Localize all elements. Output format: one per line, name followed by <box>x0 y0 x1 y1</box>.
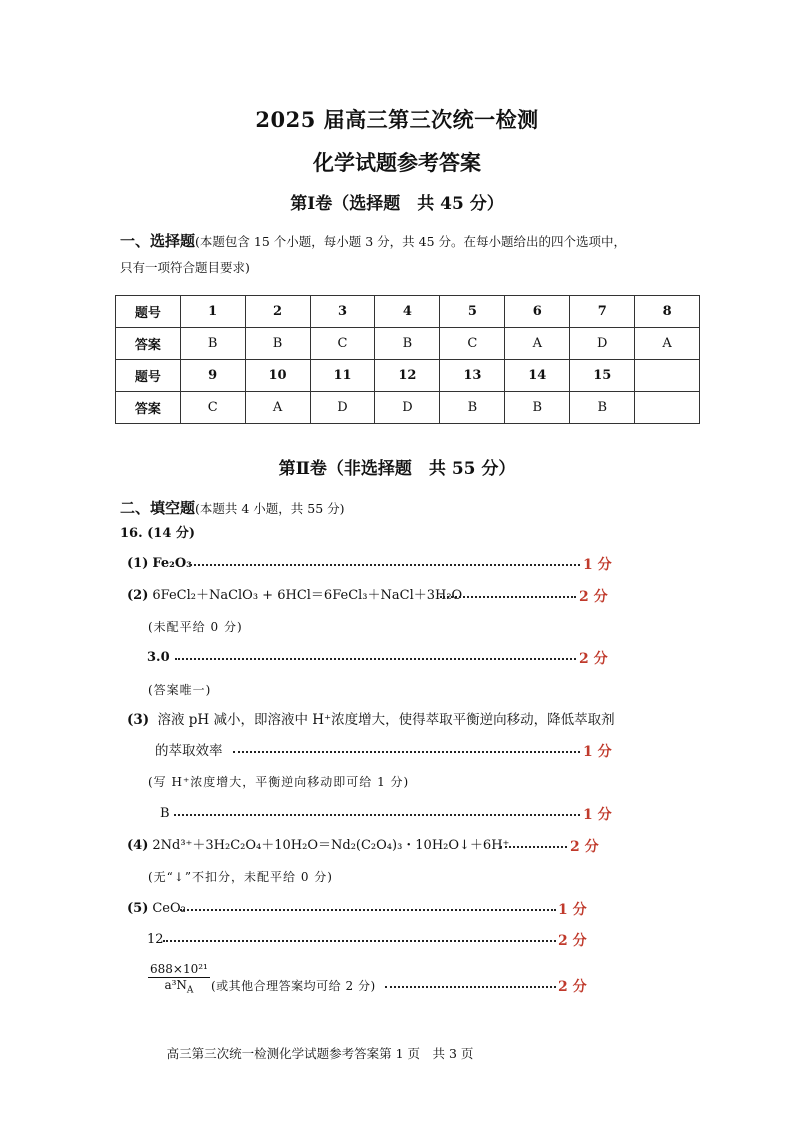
fraction-numerator: 688×10²¹ <box>150 962 208 976</box>
question-number: 8 <box>635 296 700 328</box>
denominator-text: a³N <box>164 978 187 992</box>
answer-text: 2Nd³⁺＋3H₂C₂O₄＋10H₂O＝Nd₂(C₂O₄)₃・10H₂O↓＋6H⁺ <box>152 838 510 853</box>
denominator-subscript: A <box>186 985 194 996</box>
question-number: 10 <box>245 360 310 392</box>
part1-heading: 第Ⅰ卷（选择题 共 45 分） <box>290 194 504 214</box>
answer-table <box>115 295 700 424</box>
answer-1 <box>127 554 192 574</box>
dot-leader <box>500 836 567 848</box>
answer-cell: B <box>245 328 310 360</box>
dot-leader <box>180 899 556 911</box>
table-row <box>116 328 700 360</box>
answer-text: CeO₂ <box>152 901 186 916</box>
points: 1 分 <box>583 557 612 573</box>
dot-leader <box>174 804 580 816</box>
question-number: 13 <box>440 360 505 392</box>
question-number: 7 <box>570 296 635 328</box>
question-number: 15 <box>570 360 635 392</box>
page-subtitle: 化学试题参考答案 <box>313 150 481 175</box>
table-row <box>116 296 700 328</box>
answer-text: Fe₂O₃ <box>152 556 192 571</box>
points: 1 分 <box>583 744 612 760</box>
grading-note: (或其他合理答案均可给 2 分) <box>211 979 376 993</box>
answer-cell: A <box>245 392 310 424</box>
answer-3 <box>127 710 615 730</box>
table-row <box>116 392 700 424</box>
section1-desc: (本题包含 15 个小题，每小题 3 分，共 45 分。在每小题给出的四个选项中， <box>195 234 626 249</box>
question-number: 6 <box>505 296 570 328</box>
dot-leader <box>385 976 556 988</box>
answer-text: 6FeCl₂＋NaClO₃ + 6HCl＝6FeCl₃＋NaCl＋3H₂O <box>152 588 463 603</box>
question-number: 14 <box>505 360 570 392</box>
answer-3-cont: 的萃取效率 <box>155 743 223 759</box>
question-16-heading: 16. (14 分) <box>120 526 196 541</box>
points: 2 分 <box>579 651 608 667</box>
question-number: 4 <box>375 296 440 328</box>
answer-2b: 3.0 <box>147 650 170 665</box>
points: 2 分 <box>570 839 599 855</box>
answer-cell: B <box>570 392 635 424</box>
item-label: (2) <box>127 588 149 603</box>
dot-leader <box>175 648 576 660</box>
question-number: 9 <box>180 360 245 392</box>
fraction-denominator <box>148 978 210 995</box>
table-row <box>116 360 700 392</box>
question-number: 5 <box>440 296 505 328</box>
section2-intro <box>120 495 680 522</box>
answer-cell: B <box>505 392 570 424</box>
answer-cell <box>635 392 700 424</box>
grading-note: (答案唯一) <box>148 683 212 697</box>
dot-leader <box>233 741 580 753</box>
answer-cell: D <box>570 328 635 360</box>
item-label: (5) <box>127 901 149 916</box>
question-number: 12 <box>375 360 440 392</box>
answer-2 <box>127 586 462 606</box>
answer-cell: D <box>375 392 440 424</box>
section2-heading: 二、填空题 <box>120 499 196 517</box>
dot-leader <box>190 554 580 566</box>
row-label: 答案 <box>116 328 181 360</box>
row-label: 答案 <box>116 392 181 424</box>
question-number: 3 <box>310 296 375 328</box>
answer-cell: B <box>180 328 245 360</box>
row-label: 题号 <box>116 296 181 328</box>
formula-fraction <box>148 962 210 995</box>
answer-cell: C <box>310 328 375 360</box>
answer-cell: C <box>180 392 245 424</box>
answer-cell: C <box>440 328 505 360</box>
grading-note: (无“↓”不扣分，未配平给 0 分) <box>148 870 333 884</box>
dot-leader <box>440 586 576 598</box>
answer-cell: B <box>440 392 505 424</box>
points: 1 分 <box>583 807 612 823</box>
answer-cell: A <box>635 328 700 360</box>
question-number: 1 <box>180 296 245 328</box>
question-number: 11 <box>310 360 375 392</box>
row-label: 题号 <box>116 360 181 392</box>
points: 2 分 <box>558 979 587 995</box>
dot-leader <box>163 930 556 942</box>
answer-cell: A <box>505 328 570 360</box>
points: 2 分 <box>579 589 608 605</box>
section2-desc: (本题共 4 小题，共 55 分) <box>195 501 345 516</box>
part2-heading: 第Ⅱ卷（非选择题 共 55 分） <box>278 459 516 479</box>
item-label: (4) <box>127 838 149 853</box>
points: 1 分 <box>558 902 587 918</box>
answer-4 <box>127 836 509 856</box>
page-title: 2025 届高三第三次统一检测 <box>255 107 539 132</box>
question-number: 2 <box>245 296 310 328</box>
item-label: (3) <box>127 712 150 728</box>
answer-5 <box>127 899 186 919</box>
answer-cell: D <box>310 392 375 424</box>
answer-text: 溶液 pH 减小，即溶液中 H⁺浓度增大，使得萃取平衡逆向移动，降低萃取剂 <box>157 712 615 728</box>
question-number <box>635 360 700 392</box>
grading-note: (未配平给 0 分) <box>148 620 243 634</box>
item-label: (1) <box>127 556 149 571</box>
points: 2 分 <box>558 933 587 949</box>
section1-heading: 一、选择题 <box>120 232 196 250</box>
section1-desc-2: 只有一项符合题目要求) <box>120 260 250 275</box>
grading-note: (写 H⁺浓度增大，平衡逆向移动即可给 1 分) <box>148 775 410 789</box>
page-footer: 高三第三次统一检测化学试题参考答案第 1 页 共 3 页 <box>166 1046 474 1061</box>
answer-3b: B <box>160 806 170 821</box>
section1-intro <box>120 228 680 281</box>
answer-cell: B <box>375 328 440 360</box>
answer-5b: 12 <box>147 932 164 947</box>
